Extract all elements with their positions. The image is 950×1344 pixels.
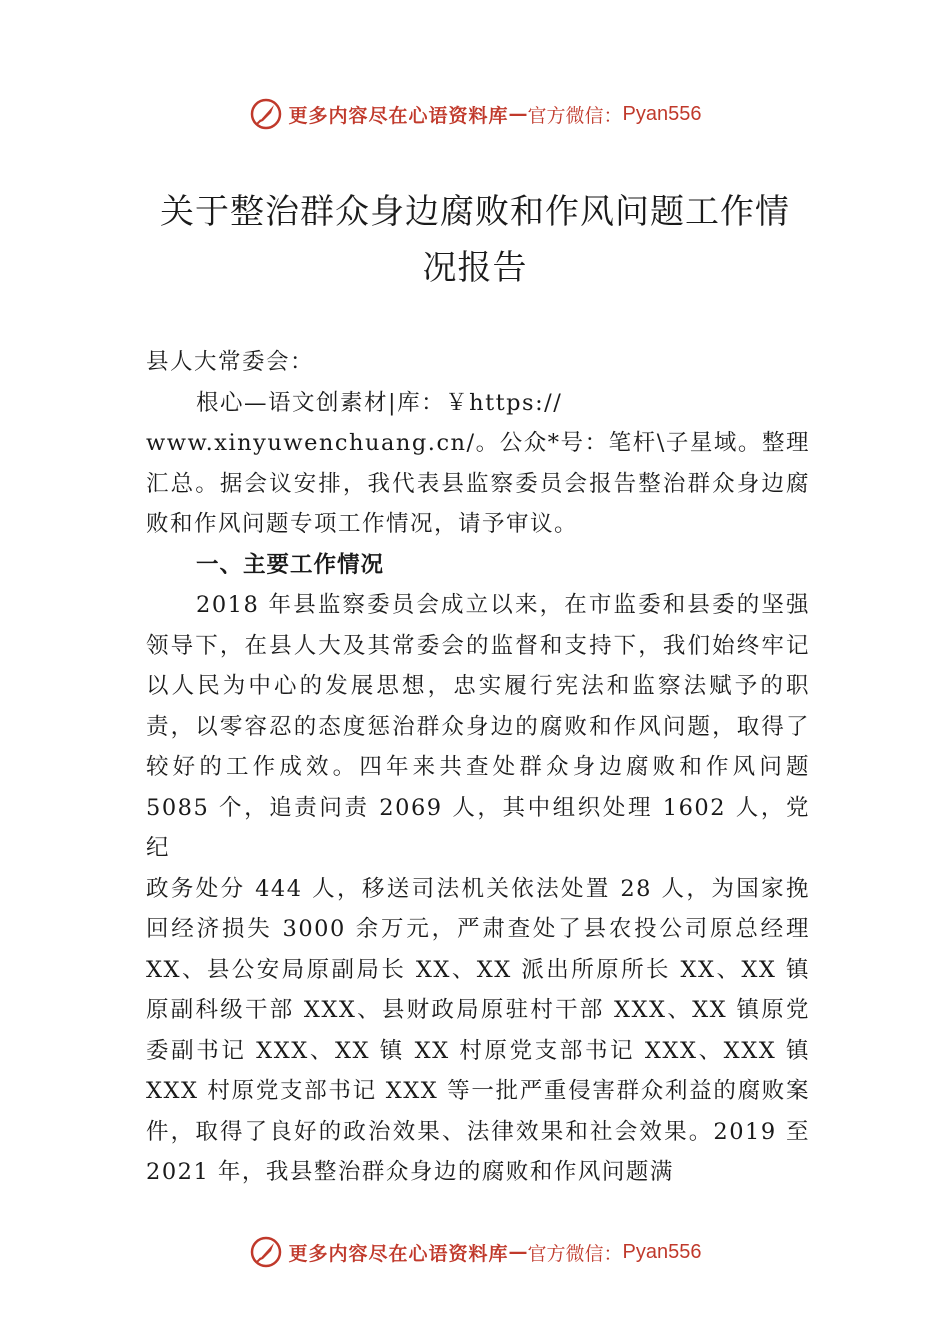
banner-slogan: 更多内容尽在心语资料库	[288, 1242, 509, 1265]
paragraph-continued: 政务处分 444 人，移送司法机关依法处置 28 人，为国家挽回经济损失 3000 余万元，严肃查处了县农投公司原总经理 XX、县公安局原副局长 XX、XX 派出所原所长 XX、XX 镇原副科级干部 XXX、县财政局原驻村干部 XXX、XX 镇原党委副书记 XXX、XX 镇 XX 村原党支部书记 XXX、XXX 镇 XXX 村原党支部书记 XXX 等一批严重侵害群众利益的腐败案件，取得了良好的政治效果、法律效果和社会效果。2019 至 2021 年，我县整治群众身边的腐败和作风问题满	[146, 875, 810, 1185]
salutation: 县人大常委会：	[146, 349, 315, 375]
title-line-1: 关于整治群众身边腐败和作风问题工作情	[160, 192, 790, 232]
banner-wechat-id: Pyan556	[622, 1240, 702, 1263]
paragraph-intro: www.xinyuwenchuang.cn/。公众*号：笔杆\子星域。整理汇总。据会议安排，我代表县监察委员会报告整治群众身边腐败和作风问题专项工作情况，请予审议。	[146, 430, 810, 537]
footer-banner	[0, 1232, 950, 1272]
quill-logo-icon	[249, 1235, 283, 1269]
banner-separator: —	[508, 1241, 528, 1263]
banner-wechat-id: Pyan556	[622, 102, 702, 125]
banner-slogan: 更多内容尽在心语资料库	[288, 104, 509, 127]
paragraph-source: 根心—语文创素材|库：￥https://	[196, 389, 563, 416]
quill-logo-icon	[249, 97, 283, 131]
banner-wechat-label: 官方微信：	[527, 104, 623, 127]
section-heading: 一、主要工作情况	[196, 551, 385, 578]
header-banner	[0, 94, 950, 134]
banner-separator: —	[508, 103, 528, 125]
document-title	[140, 184, 810, 296]
title-line-2: 况报告	[422, 248, 528, 288]
document-body	[146, 342, 810, 1193]
paragraph-main: 2018 年县监察委员会成立以来，在市监委和县委的坚强领导下，在县人大及其常委会的监督和支持下，我们始终牢记以人民为中心的发展思想，忠实履行宪法和监察法赋予的职责，以零容忍的态度惩治群众身边的腐败和作风问题，取得了较好的工作成效。四年来共查处群众身边腐败和作风问题 5085 个，追责问责 2069 人，其中组织处理 1602 人，党纪	[146, 592, 810, 861]
banner-wechat-label: 官方微信：	[527, 1242, 623, 1265]
